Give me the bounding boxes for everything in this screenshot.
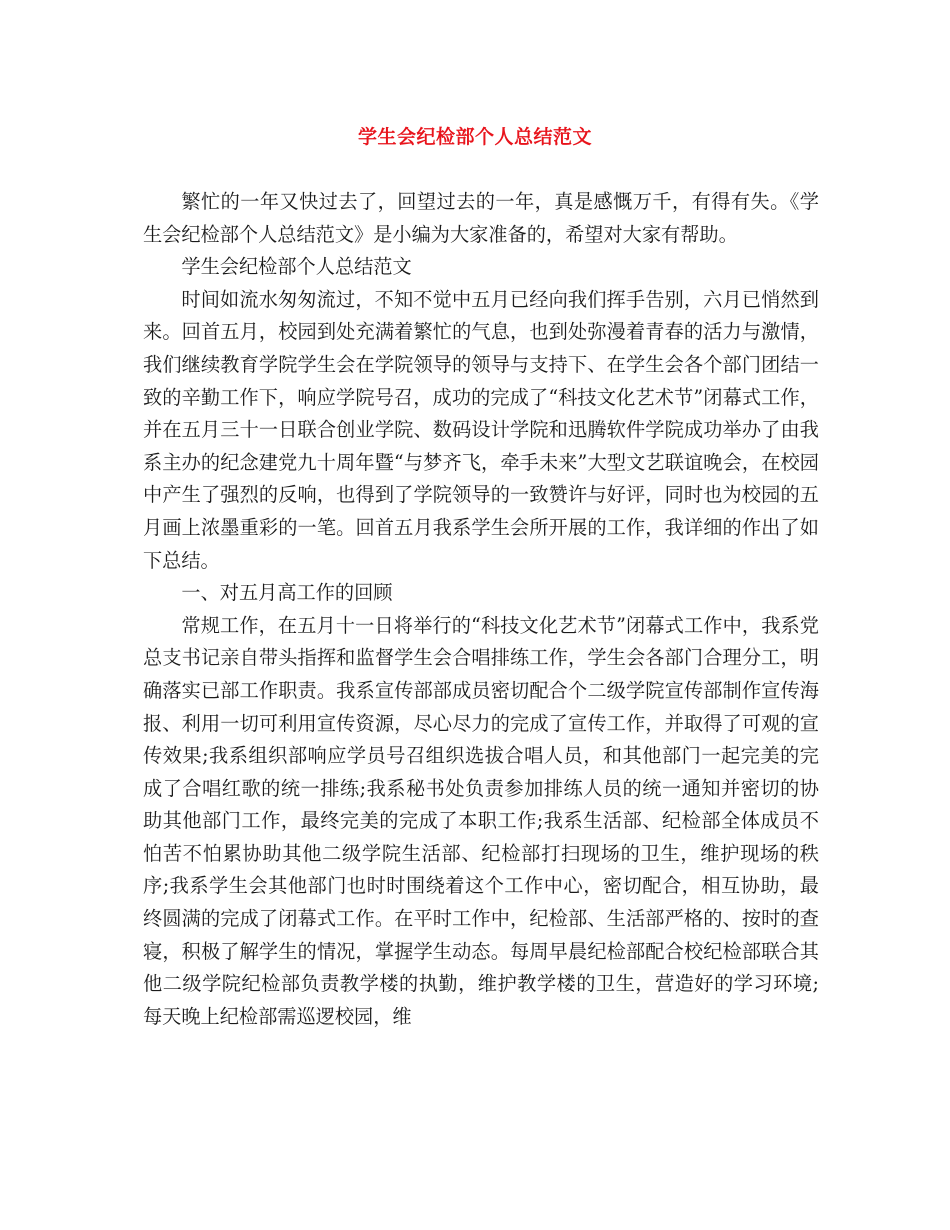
paragraph-subtitle: 学生会纪检部个人总结范文 — [181, 255, 412, 279]
section-heading: 一、对五月高工作的回顾 — [181, 581, 393, 605]
paragraph-intro: 繁忙的一年又快过去了，回望过去的一年，真是感慨万千，有得有失。《学生会纪检部个人总结范文》是小编为大家准备的，希望对大家有帮助。 — [143, 190, 819, 246]
paragraph-routine-work: 常规工作，在五月十一日将举行的“科技文化艺术节”闭幕式工作中，我系党总支书记亲自带头指挥和监督学生会合唱排练工作，学生会各部门合理分工，明确落实已部工作职责。我系宣传部部成员密切配合个二级学院宣传部制作宣传海报、利用一切可利用宣传资源，尽心尽力的完成了宣传工作，并取得了可观的宣传效果;我系组织部响应学员号召组织选拔合唱人员，和其他部门一起完美的完成了合唱红歌的统一排练;我系秘书处负责参加排练人员的统一通知并密切的协助其他部门工作，最终完美的完成了本职工作;我系生活部、纪检部全体成员不怕苦不怕累协助其他二级学院生活部、纪检部打扫现场的卫生，维护现场的秩序;我系学生会其他部门也时时围绕着这个工作中心，密切配合，相互协助，最终圆满的完成了闭幕式工作。在平时工作中，纪检部、生活部严格的、按时的查寝，积极了解学生的情况，掌握学生动态。每周早晨纪检部配合校纪检部联合其他二级学院纪检部负责教学楼的执勤，维护教学楼的卫生，营造好的学习环境;每天晚上纪检部需巡逻校园，维 — [143, 613, 819, 1028]
paragraph-may-review: 时间如流水匆匆流过，不知不觉中五月已经向我们挥手告别，六月已悄然到来。回首五月，校园到处充满着繁忙的气息，也到处弥漫着青春的活力与激情，我们继续教育学院学生会在学院领导的领导与支持下、在学生会各个部门团结一致的辛勤工作下，响应学院号召，成功的完成了“科技文化艺术节”闭幕式工作，并在五月三十一日联合创业学院、数码设计学院和迅腾软件学院成功举办了由我系主办的纪念建党九十周年暨“与梦齐飞，牵手未来”大型文艺联谊晚会，在校园中产生了强烈的反响，也得到了学院领导的一致赞许与好评，同时也为校园的五月画上浓墨重彩的一笔。回首五月我系学生会所开展的工作，我详细的作出了如下总结。 — [143, 287, 819, 572]
document-body — [143, 186, 819, 1033]
document-title: 学生会纪检部个人总结范文 — [357, 126, 592, 148]
